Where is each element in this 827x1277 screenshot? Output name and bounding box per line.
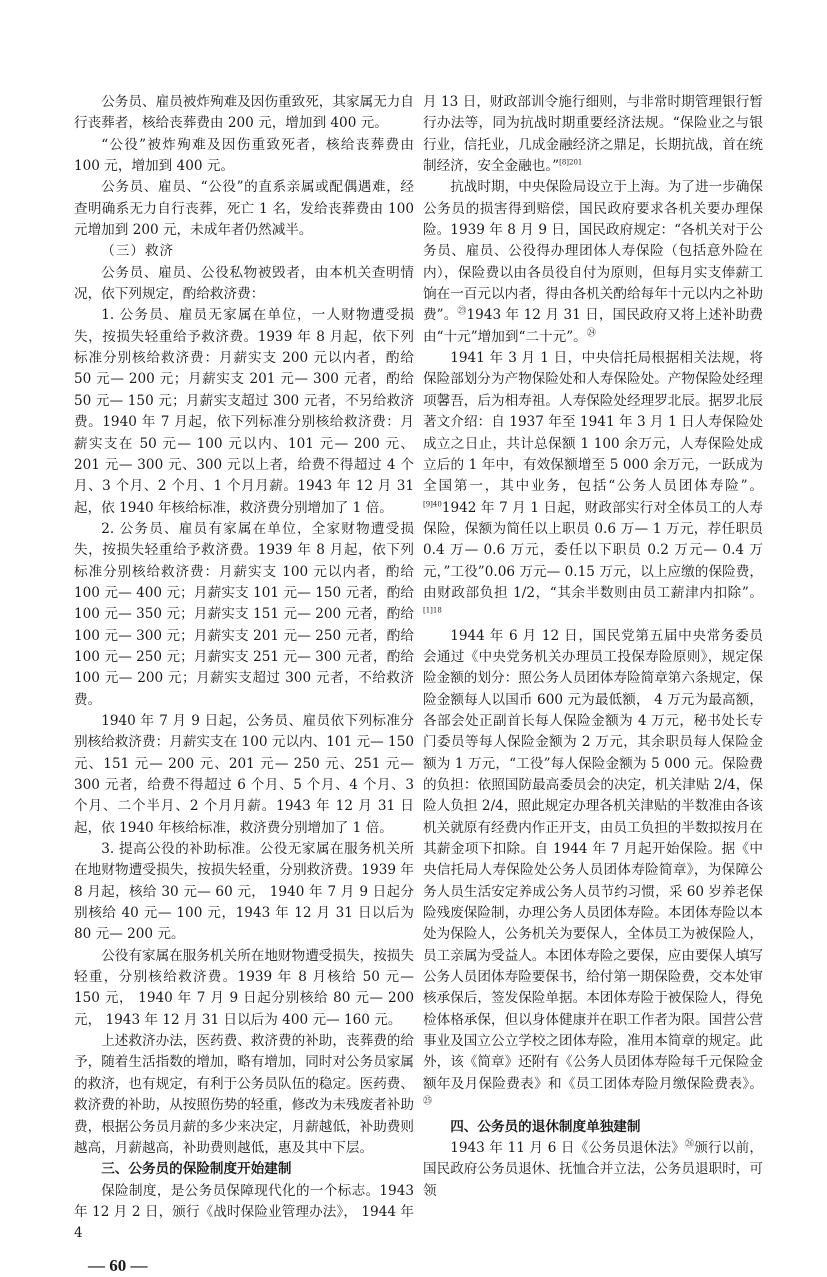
text-run: 1942 年 7 月 1 日起，财政部实行对全体员工的人寿保险，保额为简任以上职员 0.6 万— 1 万元，荐任职员 0.4 万— 0.6 万元，委任以下职员 0.2 万元— 0.4 万元，”工役”0.06 万元— 0.15 万元，以上应缴的保险费，由财政部负担 1/2，“其余半数则由员工薪津内扣除”。 [423, 499, 763, 601]
text-run: 2. 公务员、雇员有家属在单位，全家财物遭受损失，按损失轻重给予救济费。1939 年 8 月起，依下列标准分别核给救济费：月薪实支 100 元以内者，酌给 100 元— 400 元；月薪实支 101 元— 150 元者，酌给 100 元— 350 元；月薪实支 151 元— 200 元者，酌给 100 元— 300 元；月薪实支 201 元— 250 元者，酌给 100 元— 250 元；月薪实支 251 元— 300 元者，酌给 100 元— 200 元；月薪实支超过 300 元者，不给救济费。 [74, 520, 414, 708]
section-heading [423, 1117, 763, 1138]
text-run: 1940 年 7 月 9 日起，公务员、雇员依下列标准分别核给救济费：月薪实支在 100 元以内、101 元— 150 元、151 元— 200 元、201 元— 250 元、251 元— 300 元者，给费不得超过 6 个月、5 个月、4 个月、3 个月、二个半月、2 个月月薪。1943 年 12 月 31 日起，依 1940 年核给标准，救济费分别增加了 1 倍。 [74, 712, 414, 836]
text-run: 1. 公务员、雇员无家属在单位，一人财物遭受损失，按损失轻重给予救济费。1939 年 8 月起，依下列标准分别核给救济费：月薪实支 200 元以内者，酌给 50 元— 200 元；月薪实支 201 元— 300 元者，酌给 50 元— 150 元；月薪实支超过 300 元者，不另给救济费。1940 年 7 月起，依下列标准分别核给救济费：月薪实支在 50 元— 100 元以内、101 元— 200 元、201 元— 300 元、300 元以上者，给费不得超过 4 个月、3 个月、2 个月、1 个月月薪。1943 年 12 月 31 起，依 1940 年核给标准，救济费分别增加了 1 倍。 [74, 307, 414, 516]
paragraph [74, 946, 414, 1031]
right-column [423, 92, 763, 1202]
text-run: 月 13 日，财政部训令施行细则，与非常时期管理银行暂行办法等，同为抗战时期重要经济法规。“保险业之与银行业，信托业，几成金融经济之鼎足，长期抗战，首在统制经济，安全金融也。” [423, 94, 763, 175]
paragraph [74, 305, 414, 518]
paragraph [74, 839, 414, 946]
paragraph [423, 626, 763, 1117]
text-run: 三、公务员的保险制度开始建制 [101, 1161, 292, 1178]
paragraph [74, 263, 414, 306]
paragraph [74, 135, 414, 178]
paragraph [423, 177, 763, 348]
footnote-marker: ㉔ [586, 328, 596, 339]
text-run: 保险制度，是公务员保障现代化的一个标志。1943 年 12 月 2 日，颁行《战时保险业管理办法》， 1944 年 4 [74, 1182, 414, 1242]
section-heading [74, 1159, 414, 1180]
footnote-marker: ㉓ [457, 306, 467, 317]
citation-ref: [1]18 [423, 606, 442, 615]
subsection-heading [74, 241, 414, 262]
text-run: 3. 提高公役的补助标准。公役无家属在服务机关所在地财物遭受损失，按损失轻重，分别救济费。1939 年 8 月起，核给 30 元— 60 元， 1940 年 7 月 9 日起分别核给 40 元— 100 元，1943 年 12 月 31 日以后为 80 元— 200 元。 [74, 841, 414, 943]
paragraph [423, 348, 763, 625]
citation-ref: [9]40 [423, 500, 442, 508]
text-run: 上述救济办法，医药费、救济费的补助，丧葬费的给予，随着生活指数的增加，略有增加，同时对公务员家属的救济，也有规定，有利于公务员队伍的稳定。医药费、救济费的补助，从按照伤势的轻重，修改为未残废者补助费，根据公务员月薪的多少来决定，月薪越低，补助费则越高，月薪越高，补助费则越低，惠及其中下层。 [74, 1033, 414, 1156]
left-column-body [74, 92, 414, 1245]
paragraph [74, 1031, 414, 1159]
text-run: 1943 年 12 月 31 日，国民政府又将上述补助费由“十元”增加到“二十元”。 [423, 307, 763, 345]
footnote-marker: ㉖ [685, 1139, 695, 1150]
paragraph [74, 711, 414, 839]
text-run: 1941 年 3 月 1 日，中央信托局根据相关法规，将保险部划分为产物保险处和人寿保险处。产物保险处经理项馨吾，后为相寿祖。人寿保险处经理罗北辰。据罗北辰著文介绍：自 1937 年至 1941 年 3 月 1 日人寿保险处成立之日止，共计总保额 1 100 余万元，人寿保险处成立后的 1 年中，有效保额增至 5 000 余万元，一跃成为全国第一，其中业务，包括“公务人员团体寿险”。 [423, 350, 763, 495]
paragraph [74, 92, 414, 135]
text-run: 公务员、雇员、公役私物被毁者，由本机关查明情况，依下列规定，酌给救济费： [74, 264, 414, 303]
text-run: 抗战时期，中央保险局设立于上海。为了进一步确保公务员的损害得到赔偿，国民政府要求各机关要办理保险。1939 年 8 月 9 日，国民政府规定：“各机关对于公务员、雇员、公役得办理团体人寿保险（包括意外险在内），保险费以由各员役自付为原则，但每月实支俸薪工饷在一百元以内者，得由各机关酌给每年十元以内之补助费”。 [423, 179, 763, 324]
left-column [74, 92, 414, 1277]
text-run: 公务员、雇员被炸殉难及因伤重致死，其家属无力自行丧葬者，核给丧葬费由 200 元，增加到 400 元。 [74, 94, 414, 132]
paragraph [74, 1181, 414, 1245]
right-column-body [423, 92, 763, 1202]
text-run: 颁行以前，国民政府公务员退休、抚恤合并立法，公务员退职时，可领 [423, 1139, 763, 1199]
paragraph [74, 177, 414, 241]
text-run: （三）救济 [101, 243, 175, 260]
text-run: 公务员、雇员、“公役”的直系亲属或配偶遇难，经查明确系无力自行丧葬，死亡 1 名，发给丧葬费由 100 元增加到 200 元，未成年者仍然减半。 [74, 179, 414, 239]
text-run: “公役”被炸殉难及因伤重致死者，核给丧葬费由 100 元，增加到 400 元。 [74, 136, 414, 175]
paragraph [423, 1138, 763, 1202]
paragraph [74, 519, 414, 711]
text-run: 1943 年 11 月 6 日《公务员退休法》 [450, 1139, 686, 1156]
text-run: 公役有家属在服务机关所在地财物遭受损失，按损失轻重，分别核给救济费。1939 年 8 月核给 50 元— 150 元， 1940 年 7 月 9 日起分别核给 80 元— 200 元， 1943 年 12 月 31 日以后为 400 元— 160 元。 [74, 947, 414, 1028]
page-number: — 60 — [88, 1255, 148, 1275]
text-run: 1944 年 6 月 12 日，国民党第五届中央常务委员会通过《中央党务机关办理员工投保寿险原则》，规定保险金额的划分：照公务人员团体寿险简章第六条规定，保险金额每人以国币 600 元为最低额， 4 万元为最高额，各部会处正副首长每人保险金额为 4 万元，秘书处长专门委员等每人保险金额为 2 万元，其余职员每人保险金额为 1 万元，“工役”每人保险金额为 5 000 元。保险费的负担：依照国防最高委员会的决定，机关津贴 2/4，保险人负担 2/4，照此规定办理各机关津贴的半数准由各该机关就原有经费内作正开支，由员工负担的半数拟按月在其薪金项下扣除。自 1944 年 7 月起开始保险。据《中央信托局人寿保险处公务人员团体寿险简章》，为保障公务人员生活安定养成公务人员节约习惯，采 60 岁养老保险残废保险制，办理公务人员团体寿险。本团体寿险以本处为保险人，公务机关为要保人，全体员工为被保险人，员工亲属为受益人。本团体寿险之要保，应由要保人填写公务人员团体寿险要保书，给付第一期保险费，交本处审核承保后，签发保险单据。本团体寿险于被保险人，得免检体格承保，但以身体健康并在职工作者为限。国营公营事业及国立公立学校之团体寿险，准用本简章的规定。此外，该《简章》还附有《公务人员团体寿险每千元保险金额年及月保险费表》和《员工团体寿险月缴保险费表》。 [423, 627, 763, 1092]
citation-ref: [8]201 [559, 158, 583, 167]
text-run: 四、公务员的退休制度单独建制 [450, 1118, 641, 1135]
paragraph [423, 92, 763, 177]
footnote-marker: ㉕ [423, 1096, 433, 1107]
